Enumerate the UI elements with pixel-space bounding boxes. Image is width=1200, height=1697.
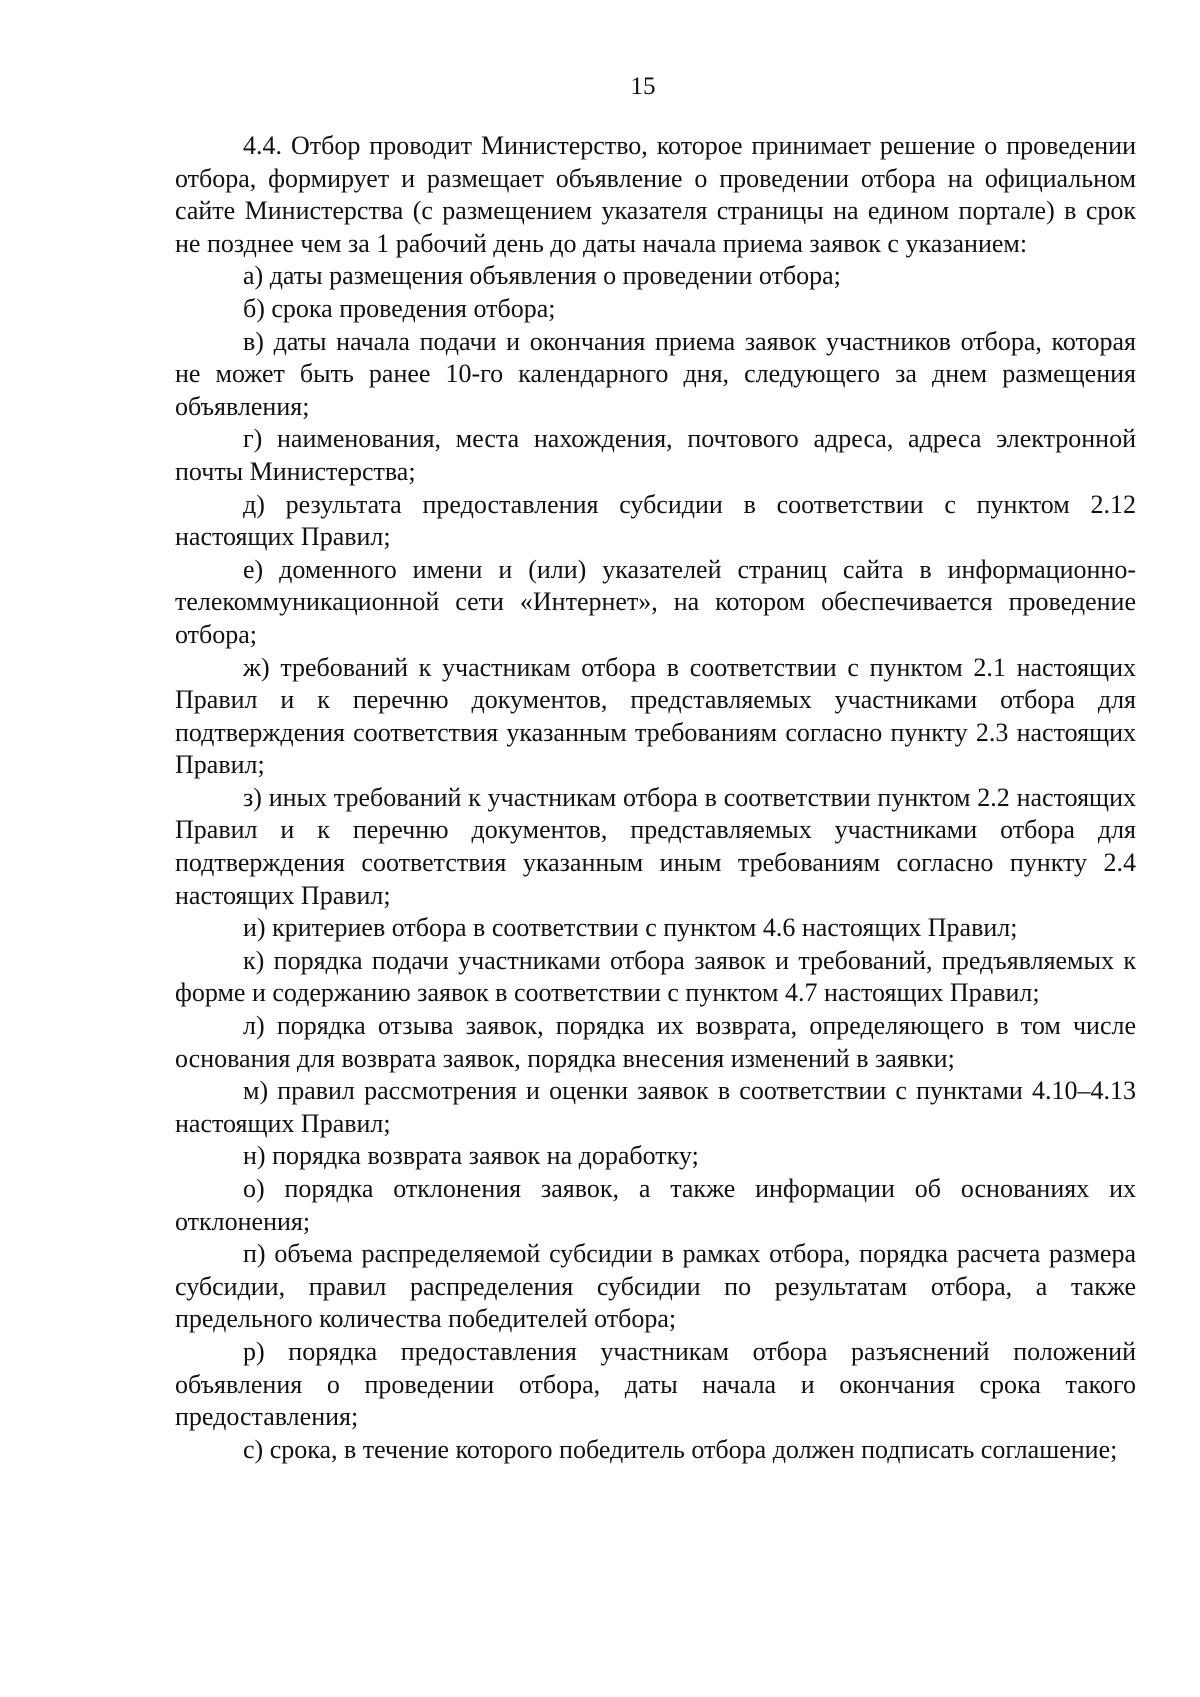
- list-item-z: з) иных требований к участникам отбора в соответствии пунктом 2.2 настоящих Правил и к перечню документов, представляемых участниками отбора для подтверждения соответствия указанным иным требованиям согласно пункту 2.4 настоящих Правил;: [175, 782, 1136, 910]
- list-item-k: к) порядка подачи участниками отбора заявок и требований, предъявляемых к форме и содержанию заявок в соответствии с пунктом 4.7 настоящих Правил;: [175, 945, 1136, 1008]
- list-item-d: д) результата предоставления субсидии в соответствии с пунктом 2.12 настоящих Правил;: [175, 489, 1136, 552]
- list-item-b: б) срока проведения отбора;: [243, 293, 556, 323]
- list-item-g: г) наименования, места нахождения, почтового адреса, адреса электронной почты Министерства;: [175, 424, 1136, 486]
- list-item-p: п) объема распределяемой субсидии в рамках отбора, порядка расчета размера субсидии, правил распределения субсидии по результатам отбора, а также предельного количества победителей отбора;: [175, 1239, 1136, 1334]
- list-item-zh: ж) требований к участникам отбора в соответствии с пунктом 2.1 настоящих Правил и к перечню документов, представляемых участниками отбора для подтверждения соответствия указанным требованиям согласно пункту 2.3 настоящих Правил;: [175, 652, 1136, 780]
- list-item-i: и) критериев отбора в соответствии с пунктом 4.6 настоящих Правил;: [243, 913, 1018, 943]
- list-item-s: с) срока, в течение которого победитель отбора должен подписать соглашение;: [243, 1434, 1118, 1464]
- list-item-v: в) даты начала подачи и окончания приема заявок участников отбора, которая не может быть ранее 10-го календарного дня, следующего за днем размещения объявления;: [175, 326, 1136, 421]
- document-body: [175, 130, 1136, 1466]
- paragraph-4-4: 4.4. Отбор проводит Министерство, которое принимает решение о проведении отбора, формирует и размещает объявление о проведении отбора на официальном сайте Министерства (с размещением указателя страницы на едином портале) в срок не позднее чем за 1 рабочий день до даты начала приема заявок с указанием:: [175, 131, 1136, 258]
- list-item-r: р) порядка предоставления участникам отбора разъяснений положений объявления о проведении отбора, даты начала и окончания срока такого предоставления;: [175, 1336, 1136, 1432]
- list-item-a: а) даты размещения объявления о проведении отбора;: [243, 261, 841, 291]
- list-item-e: е) доменного имени и (или) указателей страниц сайта в информационно-телекоммуникационной сети «Интернет», на котором обеспечивается проведение отбора;: [175, 554, 1136, 649]
- list-item-n: н) порядка возврата заявок на доработку;: [243, 1141, 699, 1171]
- page-number: 15: [630, 73, 656, 100]
- list-item-l: л) порядка отзыва заявок, порядка их возврата, определяющего в том числе основания для возврата заявок, порядка внесения изменений в заявки;: [175, 1011, 1136, 1073]
- list-item-m: м) правил рассмотрения и оценки заявок в соответствии с пунктами 4.10–4.13 настоящих Правил;: [175, 1076, 1136, 1138]
- list-item-o: о) порядка отклонения заявок, а также информации об основаниях их отклонения;: [175, 1174, 1136, 1236]
